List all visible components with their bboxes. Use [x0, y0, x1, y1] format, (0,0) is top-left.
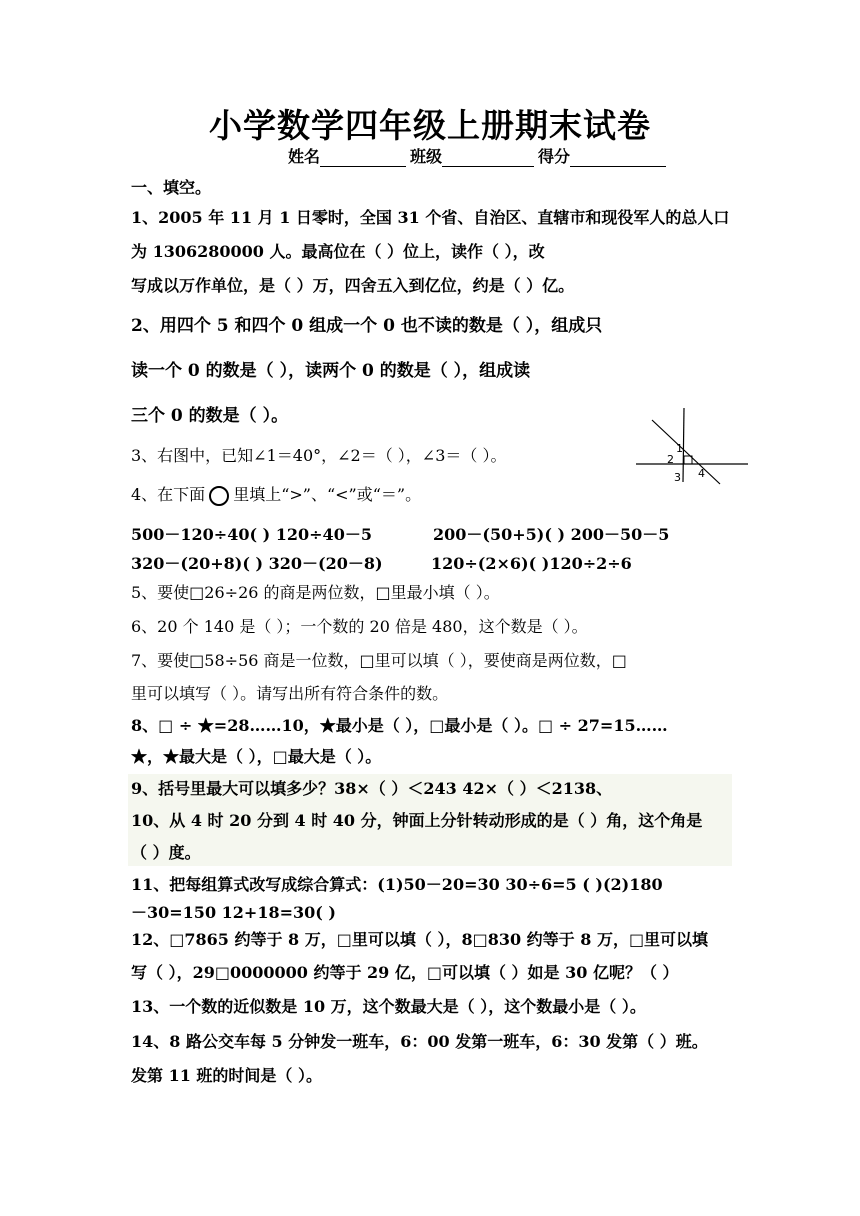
q12-line-1: 12、□7865 约等于 8 万，□里可以填（ ），8□830 约等于 8 万，□里可以填: [131, 930, 709, 949]
q4-row2-left: 320－(20+8)( ) 320－(20－8): [131, 554, 383, 573]
q4-prefix: 4、在下面: [131, 485, 206, 504]
section-heading: 一、填空。: [131, 178, 212, 197]
q14-line-2: 发第 11 班的时间是（ ）。: [131, 1066, 322, 1085]
figure-label-1: 1: [676, 442, 683, 455]
class-label: 班级: [410, 147, 443, 166]
q4-suffix: 里填上“>”、“<”或“＝”。: [233, 485, 422, 504]
name-blank[interactable]: [320, 150, 406, 167]
score-blank[interactable]: [570, 150, 666, 167]
q6-line: 6、20 个 140 是（ ）；一个数的 20 倍是 480，这个数是（ ）。: [131, 617, 588, 636]
q2-line-1: 2、用四个 5 和四个 0 组成一个 0 也不读的数是（ ），组成只: [131, 316, 603, 336]
q4-row1-left: 500－120÷40( ) 120÷40－5: [131, 525, 372, 544]
q1-line-2: 为 1306280000 人。最高位在（ ）位上，读作（ ），改: [131, 242, 545, 261]
q8-line-2: ★，★最大是（ ），□最大是（ ）。: [131, 747, 382, 766]
figure-label-3: 3: [674, 471, 681, 484]
q5-line: 5、要使□26÷26 的商是两位数，□里最小填（ ）。: [131, 583, 500, 602]
q9-line: 9、括号里最大可以填多少？38×（ ）＜243 42×（ ）＜2138、: [131, 779, 613, 798]
q4-row1-right: 200－(50+5)( ) 200－50－5: [433, 525, 670, 544]
score-label: 得分: [538, 147, 571, 166]
q4-line: [131, 485, 421, 506]
q12-line-2: 写（ ），29□0000000 约等于 29 亿，□可以填（ ）如是 30 亿呢？（ ）: [131, 963, 679, 982]
circle-symbol: [209, 486, 229, 506]
q8-line-1: 8、□ ÷ ★=28……10，★最小是（ ），□最小是（ ）。□ ÷ 27=15……: [131, 716, 668, 735]
figure-label-4: 4: [698, 467, 705, 480]
q2-line-3: 三个 0 的数是（ ）。: [131, 406, 289, 426]
figure-vertical-line: [683, 408, 684, 482]
q2-line-2: 读一个 0 的数是（ ），读两个 0 的数是（ ），组成读: [131, 361, 531, 381]
q10-line-2: （ ）度。: [131, 843, 201, 862]
q4-row2-right: 120÷(2×6)( )120÷2÷6: [431, 554, 632, 573]
exam-title: 小学数学四年级上册期末试卷: [209, 106, 651, 145]
q7-line-1: 7、要使□58÷56 商是一位数，□里可以填（ ），要使商是两位数，□: [131, 651, 627, 670]
angle-figure: [630, 404, 752, 488]
figure-diagonal-line: [652, 420, 720, 484]
q1-line-3: 写成以万作单位，是（ ）万，四舍五入到亿位，约是（ ）亿。: [131, 276, 575, 295]
student-info-row: [288, 147, 666, 167]
figure-label-2: 2: [667, 453, 674, 466]
q3-line: 3、右图中，已知∠1＝40°，∠2＝（ ），∠3＝（ ）。: [131, 446, 507, 465]
name-label: 姓名: [288, 147, 321, 166]
q14-line-1: 14、8 路公交车每 5 分钟发一班车，6：00 发第一班车，6：30 发第（ ）班。: [131, 1032, 708, 1051]
q13-line: 13、一个数的近似数是 10 万，这个数最大是（ ），这个数最小是（ ）。: [131, 997, 646, 1016]
class-blank[interactable]: [442, 150, 534, 167]
q11-line-2: －30=150 12+18=30( ): [131, 903, 336, 922]
q11-line-1: 11、把每组算式改写成综合算式：(1)50－20=30 30÷6=5 ( )(2)180: [131, 875, 663, 894]
q1-line-1: 1、2005 年 11 月 1 日零时，全国 31 个省、自治区、直辖市和现役军人的总人口: [131, 208, 730, 227]
q7-line-2: 里可以填写（ ）。请写出所有符合条件的数。: [131, 684, 449, 703]
q10-line-1: 10、从 4 时 20 分到 4 时 40 分，钟面上分针转动形成的是（ ）角，这个角是: [131, 811, 703, 830]
